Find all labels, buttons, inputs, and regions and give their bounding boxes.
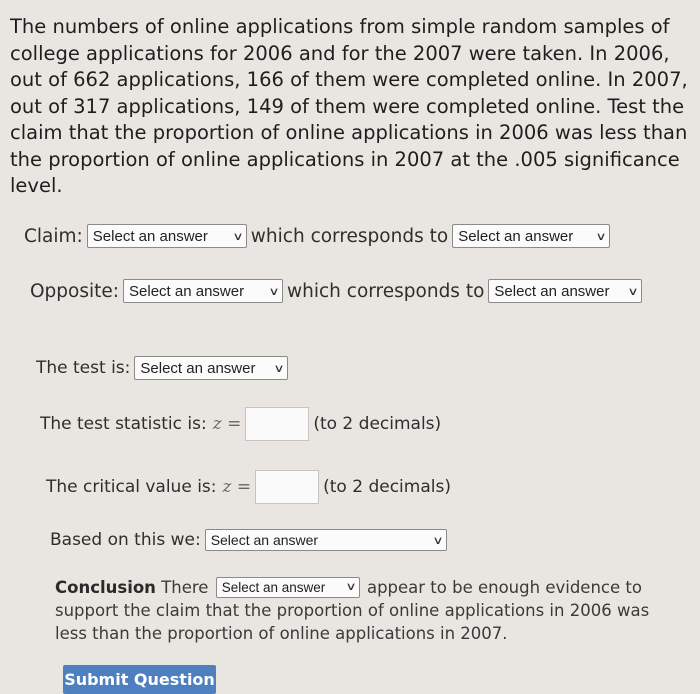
claim-row bbox=[24, 224, 614, 248]
critical-value-label: The critical value is: bbox=[46, 477, 217, 497]
critical-value-hint: (to 2 decimals) bbox=[323, 477, 451, 497]
chevron-down-icon: ∨ bbox=[268, 285, 280, 298]
test-statistic-label: The test statistic is: bbox=[40, 414, 207, 434]
critical-value-input[interactable] bbox=[255, 470, 319, 504]
test-statistic-row bbox=[40, 407, 441, 441]
chevron-down-icon: ∨ bbox=[345, 581, 357, 593]
opposite-select-1[interactable] bbox=[123, 279, 283, 303]
claim-select-1-value: Select an answer bbox=[92, 227, 208, 245]
decision-select[interactable] bbox=[205, 529, 447, 551]
test-type-label: The test is: bbox=[36, 358, 131, 378]
chevron-down-icon: ∨ bbox=[273, 362, 286, 375]
test-type-row bbox=[36, 356, 292, 380]
chevron-down-icon: ∨ bbox=[432, 534, 444, 547]
test-statistic-hint: (to 2 decimals) bbox=[313, 414, 442, 434]
decision-select-value: Select an answer bbox=[210, 532, 319, 548]
conclusion-select-value: Select an answer bbox=[221, 580, 326, 595]
chevron-down-icon: ∨ bbox=[627, 285, 640, 298]
test-statistic-var: z = bbox=[212, 414, 242, 434]
opposite-corresponds-text: which corresponds to bbox=[287, 280, 485, 302]
conclusion-select[interactable] bbox=[216, 577, 360, 598]
problem-statement: The numbers of online applications from simple random samples of college applications for 2006 and for the 2007 were taken. In 2006, out of 662 applications, 166 of them were completed online. In 2007, out of 317 applications, 149 of them were completed online. Test the claim that the proportion of online applications in 2006 was less than the proportion of online applications in 2007 at the .005 significance level. bbox=[10, 15, 688, 197]
conclusion-prefix: There bbox=[161, 578, 209, 597]
submit-question-button[interactable]: Submit Question bbox=[63, 665, 216, 694]
critical-value-var: z = bbox=[222, 477, 252, 497]
opposite-select-2[interactable] bbox=[488, 279, 642, 303]
test-type-select[interactable] bbox=[134, 356, 288, 380]
opposite-label: Opposite: bbox=[30, 280, 120, 302]
conclusion-paragraph bbox=[55, 576, 655, 645]
claim-corresponds-text: which corresponds to bbox=[250, 225, 449, 247]
claim-select-2-value: Select an answer bbox=[458, 227, 574, 245]
test-statistic-input[interactable] bbox=[245, 407, 309, 441]
claim-select-2[interactable] bbox=[452, 224, 610, 248]
opposite-select-2-value: Select an answer bbox=[494, 282, 610, 300]
claim-label: Claim: bbox=[24, 225, 83, 247]
opposite-row bbox=[30, 279, 646, 303]
decision-row bbox=[50, 529, 451, 551]
decision-label: Based on this we: bbox=[50, 530, 201, 550]
chevron-down-icon: ∨ bbox=[595, 230, 607, 243]
conclusion-text-1: appear to be enough evidence to bbox=[366, 578, 642, 597]
conclusion-heading: Conclusion bbox=[55, 578, 156, 597]
claim-select-1[interactable] bbox=[87, 224, 247, 248]
critical-value-row bbox=[46, 470, 451, 504]
test-type-select-value: Select an answer bbox=[140, 359, 256, 377]
opposite-select-1-value: Select an answer bbox=[129, 282, 245, 300]
conclusion-text-2: support the claim that the proportion of online applications in 2006 was less than the proportion of online applications in 2007. bbox=[55, 601, 650, 643]
chevron-down-icon: ∨ bbox=[232, 230, 244, 243]
